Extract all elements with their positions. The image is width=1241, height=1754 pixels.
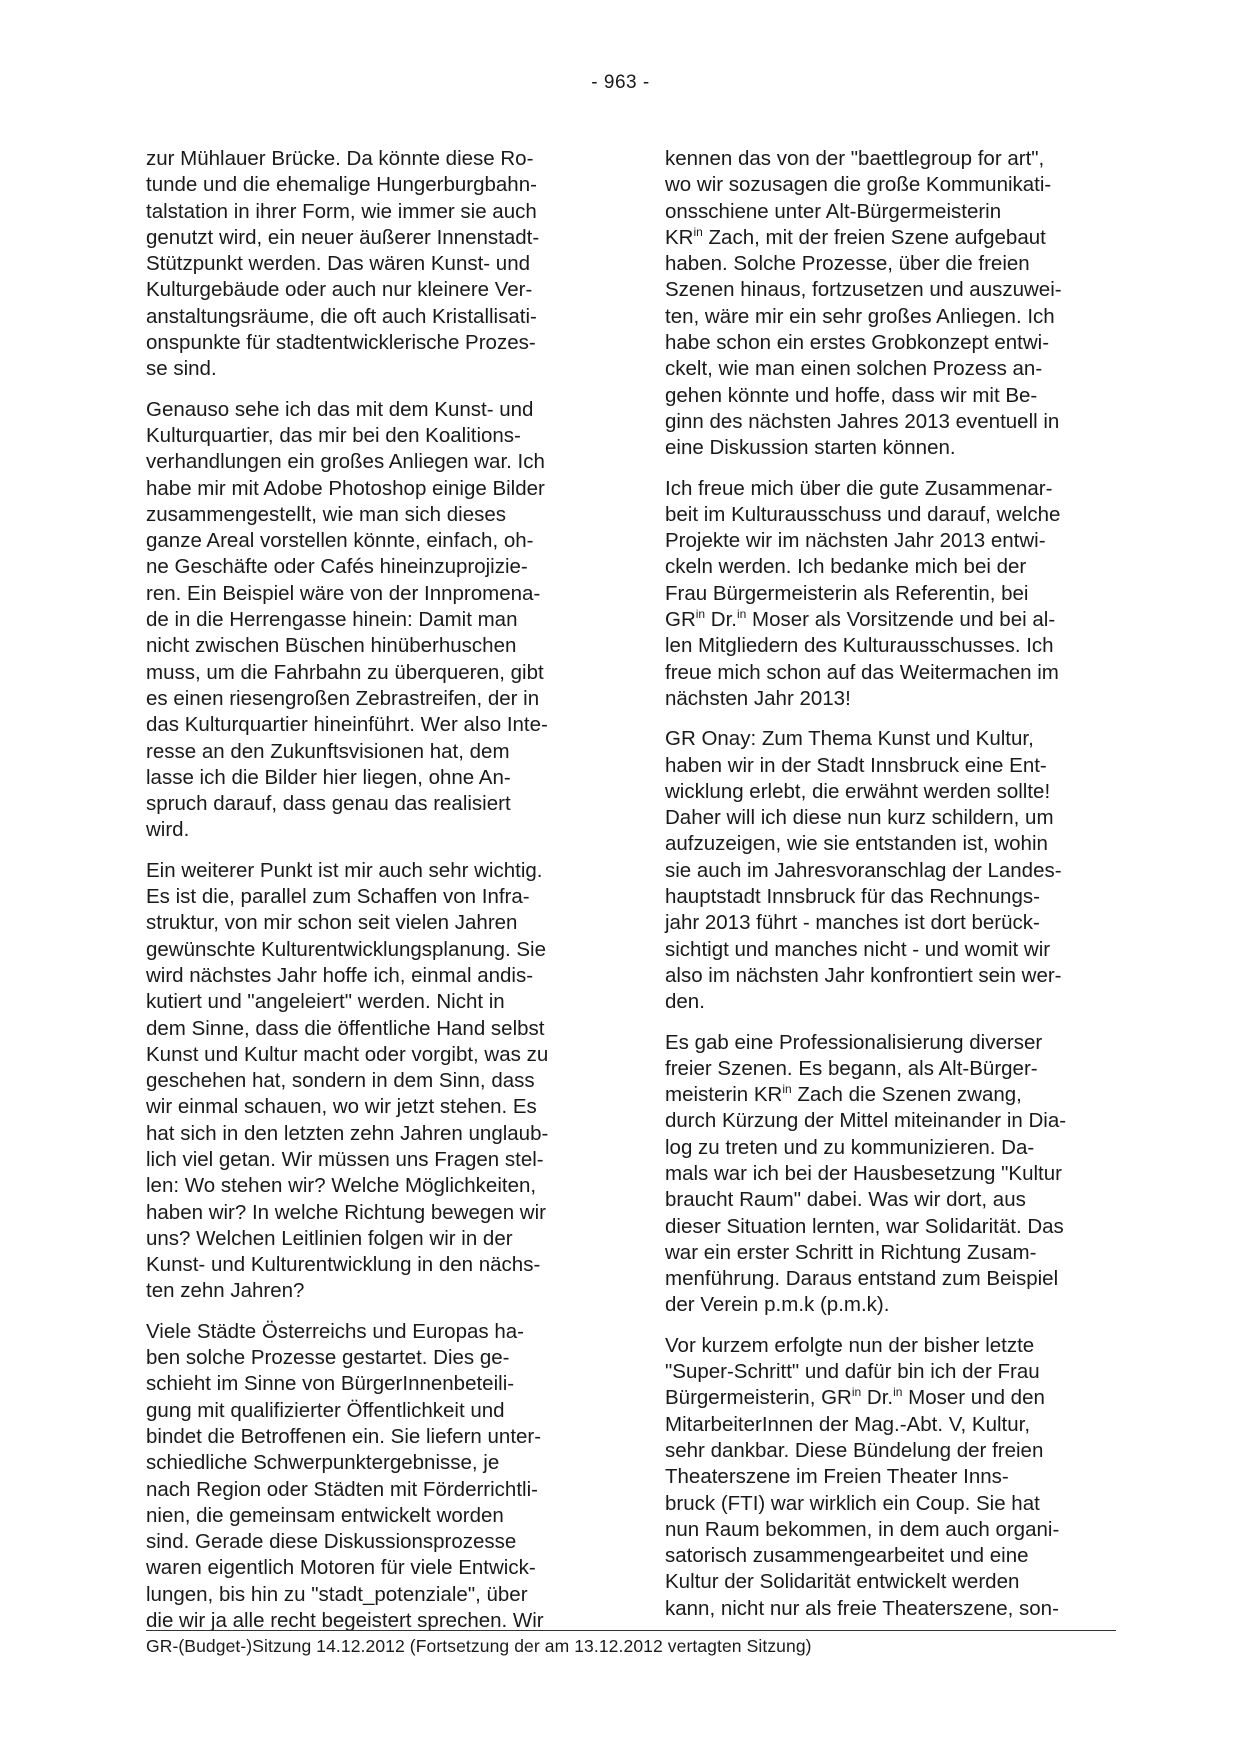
text-run: Zach die Szenen zwang, durch Kürzung der Mittel miteinander in Dia- log zu treten und zu kommunizieren. Da- mals war ich bei der Hausbesetzung "Kultur braucht Raum" dabei. Was wir dort, aus dieser Situation lernten, war Solidarität. Das war ein erster Schritt in Richtung Zusam- menführung. Daraus entstand zum Beispiel der Verein p.m.k (p.m.k).: [665, 1083, 1067, 1317]
superscript: in: [695, 607, 706, 622]
text-run: Ich freue mich über die gute Zusammenar- beit im Kulturausschuss und darauf, welche Projekte wir im nächsten Jahr 2013 entwi- ckeln werden. Ich bedanke mich bei der Frau Bürgermeisterin als Referentin, bei GR: [665, 476, 1061, 632]
paragraph: [665, 1030, 1117, 1319]
text-run: Dr.: [861, 1386, 894, 1410]
text-run: Moser als Vorsitzende und bei al- len Mitgliedern des Kulturausschusses. Ich freue mich schon auf das Weitermachen im nächsten Jahr 2013!: [665, 608, 1059, 710]
footer-text: GR-(Budget-)Sitzung 14.12.2012 (Fortsetzung der am 13.12.2012 vertagten Sitzung): [146, 1636, 812, 1656]
paragraph: GR Onay: Zum Thema Kunst und Kultur, haben wir in der Stadt Innsbruck eine Ent- wicklung erlebt, die erwähnt werden sollte! Daher will ich diese nun kurz schildern, um aufzuzeigen, wie sie entstanden ist, wohin sie auch im Jahresvoranschlag der Landes- hauptstadt Innsbruck für das Rechnungs- jahr 2013 führt - manches ist dort berück- sichtigt und manches nicht - und womit wir also im nächsten Jahr konfrontiert sein wer- den.: [665, 727, 1062, 1014]
text-run: Zach, mit der freien Szene aufgebaut haben. Solche Prozesse, über die freien Szenen hinaus, fortzusetzen und auszuwei- ten, wäre mir ein sehr großes Anliegen. Ich habe schon ein erstes Grobkonzept entwi- ckelt, wie man einen solchen Prozess an- gehen könnte und hoffe, dass wir mit Be- ginn des nächsten Jahres 2013 eventuell in eine Diskussion starten können.: [665, 225, 1062, 460]
superscript: in: [693, 225, 703, 240]
paragraph: Viele Städte Österreichs und Europas ha- ben solche Prozesse gestartet. Dies ge- schieht im Sinne von BürgerInnenbeteili- gung mit qualifizierter Öffentlichkeit und bindet die Betroffenen ein. Sie liefern unter- schiedliche Schwerpunktergebnisse, je nach Region oder Städten mit Förderrichtli- nien, die gemeinsam entwickelt worden sind. Gerade diese Diskussionsprozesse waren eigentlich Motoren für viele Entwick- lungen, bis hin zu "stadt_potenziale", über die wir ja alle recht begeistert sprechen. Wir: [146, 1319, 544, 1633]
superscript: in: [782, 1082, 792, 1097]
page-number: - 963 -: [591, 72, 650, 93]
text-run: Moser und den MitarbeiterInnen der Mag.-Abt. V, Kultur, sehr dankbar. Diese Bündelung der freien Theaterszene im Freien Theater Inns- bruck (FTI) war wirklich ein Coup. Sie hat nun Raum bekommen, in dem auch organi- satorisch zusammengearbeitet und eine Kultur der Solidarität entwickelt werden kann, nicht nur als freie Theaterszene, son-: [665, 1386, 1060, 1620]
paragraph: [665, 476, 1117, 713]
paragraph: [665, 146, 1117, 462]
superscript: in: [851, 1385, 862, 1400]
paragraph: Genauso sehe ich das mit dem Kunst- und Kulturquartier, das mir bei den Koalitions- verhandlungen ein großes Anliegen war. Ich habe mir mit Adobe Photoshop einige Bilder zusammengestellt, wie man sich dieses ganze Areal vorstellen könnte, einfach, oh- ne Geschäfte oder Cafés hineinzuprojizie- ren. Ein Beispiel wäre von der Innpromena- de in die Herrengasse hinein: Damit man nicht zwischen Büschen hinüberhuschen muss, um die Fahrbahn zu überqueren, gibt es einen riesengroßen Zebrastreifen, der in das Kulturquartier hineinführt. Wer also Inte- resse an den Zukunftsvisionen hat, dem lasse ich die Bilder hier liegen, ohne An- spruch darauf, dass genau das realisiert wird.: [146, 397, 548, 842]
left-column: [146, 146, 598, 1634]
text-run: kennen das von der "baettlegroup for art", wo wir sozusagen die große Kommunikati- onsschiene unter Alt-Bürgermeisterin KR: [665, 147, 1052, 249]
superscript: in: [893, 1385, 903, 1400]
superscript: in: [737, 607, 747, 622]
text-run: Es gab eine Professionalisierung diverser freier Szenen. Es begann, als Alt-Bürger- meisterin KR: [665, 1030, 1043, 1107]
paragraph: Ein weiterer Punkt ist mir auch sehr wichtig. Es ist die, parallel zum Schaffen von Infra- struktur, von mir schon seit vielen Jahren gewünschte Kulturentwicklungsplanung. Sie wird nächstes Jahr hoffe ich, einmal andis- kutiert und "angeleiert" werden. Nicht in dem Sinne, dass die öffentliche Hand selbst Kunst und Kultur macht oder vorgibt, was zu geschehen hat, sondern in dem Sinn, dass wir einmal schauen, wo wir jetzt stehen. Es hat sich in den letzten zehn Jahren unglaub- lich viel getan. Wir müssen uns Fragen stel- len: Wo stehen wir? Welche Möglichkeiten, haben wir? In welche Richtung bewegen wir uns? Welchen Leitlinien folgen wir in der Kunst- und Kulturentwicklung in den nächs- ten zehn Jahren?: [146, 858, 549, 1303]
paragraph: [665, 1333, 1117, 1622]
text-run: Dr.: [705, 608, 737, 632]
paragraph: zur Mühlauer Brücke. Da könnte diese Ro- tunde und die ehemalige Hungerburgbahn- talstation in ihrer Form, wie immer sie auch genutzt wird, ein neuer äußerer Innenstadt- Stützpunkt werden. Das wären Kunst- und Kulturgebäude oder auch nur kleinere Ver- anstaltungsräume, die oft auch Kristallisati- onspunkte für stadtentwicklerische Prozes- se sind.: [146, 147, 540, 381]
right-column: [665, 146, 1117, 1622]
footer-divider: [146, 1630, 1116, 1631]
text-run: Vor kurzem erfolgte nun der bisher letzte "Super-Schritt" und dafür bin ich der Frau Bürgermeisterin, GR: [665, 1333, 1040, 1410]
